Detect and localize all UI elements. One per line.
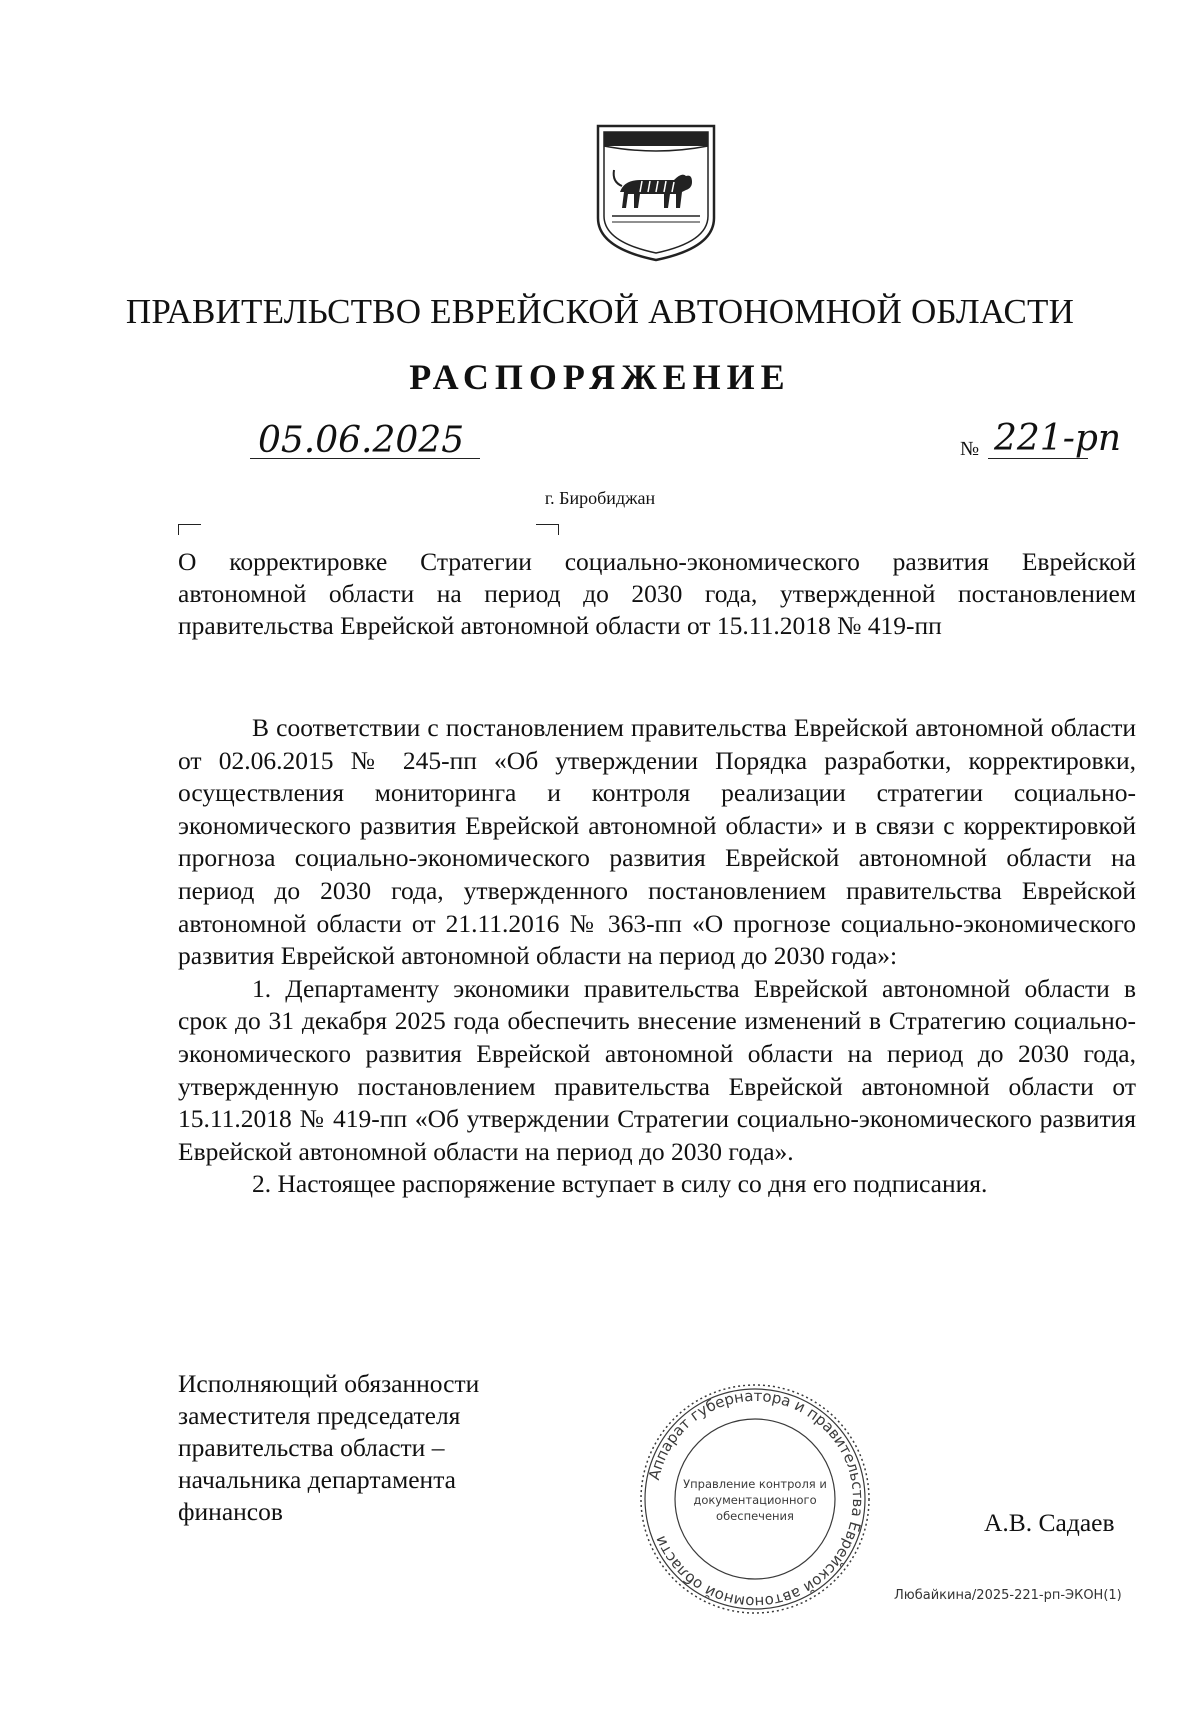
stamp-inner-line: Управление контроля и: [683, 1477, 827, 1491]
document-date: 05.06.2025: [258, 420, 465, 461]
stamp-inner-line: обеспечения: [716, 1509, 794, 1523]
body-item-1: 1. Департаменту экономики правительства Еврейской автономной области в срок до 31 декабря 2025 года обеспечить внесение изменений в Стратегию социально-экономического развития Еврейской автономной области на период до 2030 года, утвержденную постановлением правительства Еврейской автономной области от 15.11.2018 № 419-пп «Об утверждении Стратегии социально-экономического развития Еврейской автономной области на период до 2030 года».: [178, 973, 1136, 1166]
subject-corner-right: [536, 524, 559, 535]
position-line: заместителя председателя: [178, 1401, 461, 1430]
document-number: 221-рп: [994, 418, 1122, 459]
position-line: правительства области –: [178, 1433, 445, 1462]
city-label: г. Биробиджан: [544, 488, 656, 508]
coat-of-arms-icon: [594, 122, 718, 264]
signatory-position: [178, 1368, 558, 1528]
document-type-title: РАСПОРЯЖЕНИЕ: [409, 357, 791, 397]
official-stamp: [636, 1380, 874, 1618]
stamp-outer-text: Аппарат губернатора и правительства Еврейской автономной области: [644, 1386, 868, 1612]
body-intro-paragraph: В соответствии с постановлением правительства Еврейской автономной области от 02.06.2015 № 245-пп «Об утверждении Порядка разработки, корректировки, осуществления мониторинга и контроля реализации стратегии социально-экономического развития Еврейской автономной области» и в связи с корректировкой прогноза социально-экономического развития Еврейской автономной области на период до 2030 года, утвержденного постановлением правительства Еврейской автономной области от 21.11.2016 № 363-пп «О прогнозе социально-экономического развития Еврейской автономной области на период до 2030 года»:: [178, 713, 1136, 971]
position-line: начальника департамента: [178, 1465, 456, 1494]
number-sign: №: [960, 438, 980, 460]
date-underline: [250, 458, 480, 459]
body-item-2: 2. Настоящее распоряжение вступает в силу со дня его подписания.: [252, 1169, 988, 1199]
number-underline: [988, 458, 1088, 459]
stamp-inner-line: документационного: [693, 1493, 817, 1507]
document-footer-code: Любайкина/2025-221-рп-ЭКОН(1): [894, 1588, 1122, 1603]
document-body: [178, 712, 1136, 1201]
signatory-name: А.В. Садаев: [984, 1508, 1115, 1537]
position-line: финансов: [178, 1497, 283, 1526]
position-line: Исполняющий обязанности: [178, 1369, 480, 1398]
organization-title: ПРАВИТЕЛЬСТВО ЕВРЕЙСКОЙ АВТОНОМНОЙ ОБЛАСТИ: [125, 292, 1075, 331]
document-subject: О корректировке Стратегии социально-экономического развития Еврейской автономной области на период до 2030 года, утвержденной постановлением правительства Еврейской автономной области от 15.11.2018 № 419-пп: [178, 547, 1136, 640]
subject-corner-left: [178, 524, 201, 535]
